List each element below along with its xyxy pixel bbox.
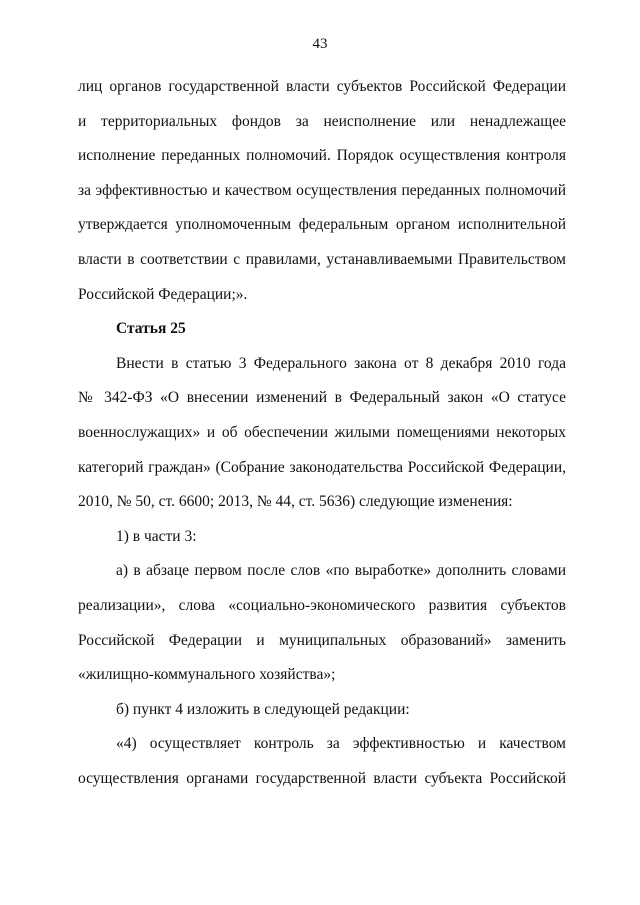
text-line: военнослужащих» и об обеспечении жилыми помещениями некоторых <box>78 423 566 441</box>
article-heading: Статья 25 <box>116 320 186 338</box>
text-line: исполнение переданных полномочий. Порядок осуществления контроля <box>78 147 566 165</box>
text-line: б) пункт 4 изложить в следующей редакции: <box>116 700 410 718</box>
text-line: и территориальных фондов за неисполнение или ненадлежащее <box>78 112 566 130</box>
text-line: 1) в части 3: <box>116 527 197 545</box>
text-line: Российской Федерации и муниципальных образований» заменить <box>78 631 566 649</box>
text-line: Российской Федерации;». <box>78 285 248 303</box>
page-number: 43 <box>312 36 328 52</box>
text-line: лиц органов государственной власти субъектов Российской Федерации <box>78 78 566 95</box>
text-line: «жилищно-коммунального хозяйства»; <box>78 666 336 684</box>
text-line: утверждается уполномоченным федеральным органом исполнительной <box>78 216 566 234</box>
text-line: 2010, № 50, ст. 6600; 2013, № 44, ст. 5636) следующие изменения: <box>78 493 513 511</box>
text-line: за эффективностью и качеством осуществления переданных полномочий <box>78 181 566 199</box>
text-line: осуществления органами государственной власти субъекта Российской <box>78 769 566 787</box>
text-line: Внести в статью 3 Федерального закона от 8 декабря 2010 года <box>116 354 566 372</box>
text-line: власти в соответствии с правилами, устанавливаемыми Правительством <box>78 250 566 268</box>
text-line: «4) осуществляет контроль за эффективностью и качеством <box>116 735 566 753</box>
text-line: реализации», слова «социально-экономического развития субъектов <box>78 596 566 614</box>
text-line: а) в абзаце первом после слов «по выработке» дополнить словами <box>116 562 566 580</box>
text-line: № 342-ФЗ «О внесении изменений в Федеральный закон «О статусе <box>78 389 566 407</box>
text-line: категорий граждан» (Собрание законодательства Российской Федерации, <box>78 458 566 476</box>
document-body <box>78 70 566 796</box>
